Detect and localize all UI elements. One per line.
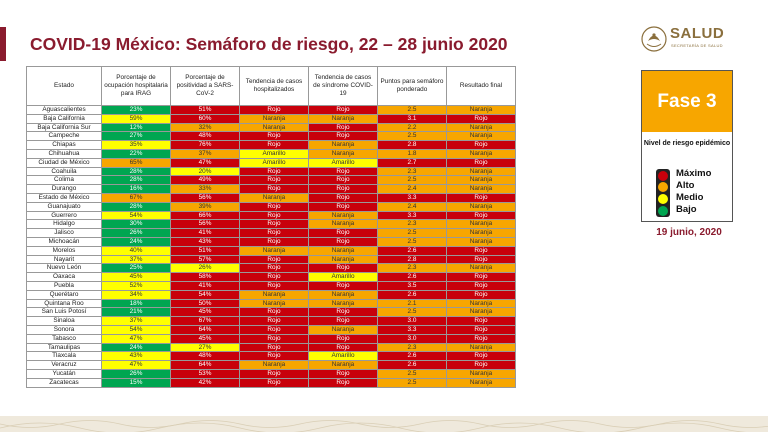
cell-puntos: 2.8 [378, 255, 447, 264]
decorative-footer-band [0, 416, 768, 432]
header-ocupacion: Porcentaje de ocupación hospitalaria para IRAG [102, 67, 171, 106]
cell-tendencia-hospitalizados: Rojo [240, 264, 309, 273]
cell-tendencia-sindrome: Rojo [309, 123, 378, 132]
table-row [27, 220, 516, 229]
header-tendencia-sindrome: Tendencia de casos de síndrome COVID-19 [309, 67, 378, 106]
table-row [27, 325, 516, 334]
cell-ocupacion: 54% [102, 325, 171, 334]
table-row [27, 299, 516, 308]
salud-logo [640, 24, 750, 54]
table-row [27, 158, 516, 167]
cell-resultado-final: Rojo [447, 334, 516, 343]
cell-positividad: 41% [171, 229, 240, 238]
table-row [27, 308, 516, 317]
coat-of-arms-icon [640, 24, 668, 54]
cell-tendencia-sindrome: Rojo [309, 369, 378, 378]
cell-positividad: 48% [171, 132, 240, 141]
table-row [27, 114, 516, 123]
cell-puntos: 2.6 [378, 246, 447, 255]
table-row [27, 202, 516, 211]
cell-puntos: 1.8 [378, 149, 447, 158]
cell-resultado-final: Rojo [447, 290, 516, 299]
cell-tendencia-hospitalizados: Rojo [240, 343, 309, 352]
table-row [27, 352, 516, 361]
cell-ocupacion: 45% [102, 273, 171, 282]
cell-tendencia-sindrome: Rojo [309, 193, 378, 202]
cell-estado: Durango [27, 185, 102, 194]
cell-tendencia-hospitalizados: Rojo [240, 281, 309, 290]
table-row [27, 246, 516, 255]
cell-estado: Aguascalientes [27, 106, 102, 115]
cell-ocupacion: 27% [102, 132, 171, 141]
cell-positividad: 37% [171, 149, 240, 158]
table-row [27, 361, 516, 370]
cell-puntos: 2.5 [378, 132, 447, 141]
cell-resultado-final: Naranja [447, 264, 516, 273]
table-row [27, 123, 516, 132]
cell-estado: Chiapas [27, 141, 102, 150]
cell-tendencia-sindrome: Rojo [309, 237, 378, 246]
cell-ocupacion: 28% [102, 202, 171, 211]
cell-resultado-final: Naranja [447, 229, 516, 238]
cell-resultado-final: Naranja [447, 176, 516, 185]
cell-tendencia-sindrome: Rojo [309, 202, 378, 211]
cell-tendencia-hospitalizados: Rojo [240, 334, 309, 343]
cell-tendencia-sindrome: Amarillo [309, 158, 378, 167]
cell-resultado-final: Rojo [447, 325, 516, 334]
cell-estado: San Luis Potosí [27, 308, 102, 317]
fase-label: Fase 3 [642, 71, 732, 132]
table-row [27, 193, 516, 202]
cell-estado: Campeche [27, 132, 102, 141]
cell-resultado-final: Naranja [447, 237, 516, 246]
cell-estado: Sinaloa [27, 317, 102, 326]
cell-ocupacion: 21% [102, 308, 171, 317]
cell-tendencia-sindrome: Rojo [309, 106, 378, 115]
cell-tendencia-sindrome: Naranja [309, 290, 378, 299]
cell-tendencia-sindrome: Rojo [309, 167, 378, 176]
cell-ocupacion: 18% [102, 299, 171, 308]
cell-resultado-final: Naranja [447, 167, 516, 176]
cell-resultado-final: Rojo [447, 273, 516, 282]
cell-tendencia-hospitalizados: Rojo [240, 378, 309, 387]
cell-positividad: 48% [171, 352, 240, 361]
cell-tendencia-hospitalizados: Naranja [240, 299, 309, 308]
traffic-light-red-dot [658, 171, 668, 181]
cell-positividad: 43% [171, 237, 240, 246]
table-row [27, 132, 516, 141]
cell-puntos: 3.0 [378, 334, 447, 343]
cell-positividad: 45% [171, 308, 240, 317]
cell-estado: Ciudad de México [27, 158, 102, 167]
cell-ocupacion: 15% [102, 378, 171, 387]
cell-estado: Morelos [27, 246, 102, 255]
table-row [27, 369, 516, 378]
table-row [27, 334, 516, 343]
cell-positividad: 27% [171, 343, 240, 352]
table-row [27, 185, 516, 194]
cell-tendencia-hospitalizados: Amarillo [240, 149, 309, 158]
cell-puntos: 2.3 [378, 167, 447, 176]
cell-tendencia-hospitalizados: Rojo [240, 273, 309, 282]
cell-ocupacion: 43% [102, 352, 171, 361]
cell-positividad: 41% [171, 281, 240, 290]
table-row [27, 317, 516, 326]
cell-puntos: 2.6 [378, 290, 447, 299]
cell-positividad: 53% [171, 369, 240, 378]
header-tendencia-hospitalizados: Tendencia de casos hospitalizados [240, 67, 309, 106]
table-row [27, 264, 516, 273]
cell-tendencia-sindrome: Naranja [309, 149, 378, 158]
cell-ocupacion: 24% [102, 237, 171, 246]
cell-tendencia-sindrome: Rojo [309, 308, 378, 317]
cell-puntos: 3.0 [378, 317, 447, 326]
cell-tendencia-hospitalizados: Rojo [240, 308, 309, 317]
cell-tendencia-sindrome: Rojo [309, 317, 378, 326]
cell-tendencia-hospitalizados: Rojo [240, 106, 309, 115]
cell-tendencia-sindrome: Naranja [309, 211, 378, 220]
level-bajo: Bajo [676, 204, 697, 215]
header-positividad: Porcentaje de positividad a SARS-CoV-2 [171, 67, 240, 106]
level-alto: Alto [676, 180, 695, 191]
cell-estado: Nayarit [27, 255, 102, 264]
cell-resultado-final: Rojo [447, 141, 516, 150]
table-row [27, 255, 516, 264]
cell-tendencia-hospitalizados: Amarillo [240, 158, 309, 167]
cell-puntos: 2.6 [378, 273, 447, 282]
cell-tendencia-hospitalizados: Rojo [240, 202, 309, 211]
traffic-light-orange-dot [658, 182, 668, 192]
table-row [27, 237, 516, 246]
logo-wordmark: SALUD [670, 25, 725, 42]
cell-resultado-final: Rojo [447, 158, 516, 167]
fase-panel [641, 70, 733, 222]
cell-puntos: 2.5 [378, 308, 447, 317]
cell-puntos: 2.2 [378, 123, 447, 132]
cell-puntos: 2.5 [378, 378, 447, 387]
cell-ocupacion: 52% [102, 281, 171, 290]
cell-resultado-final: Naranja [447, 132, 516, 141]
cell-estado: Nuevo León [27, 264, 102, 273]
table-row [27, 378, 516, 387]
cell-positividad: 56% [171, 193, 240, 202]
cell-ocupacion: 37% [102, 317, 171, 326]
cell-tendencia-hospitalizados: Rojo [240, 229, 309, 238]
cell-positividad: 58% [171, 273, 240, 282]
cell-puntos: 2.3 [378, 220, 447, 229]
cell-resultado-final: Naranja [447, 308, 516, 317]
cell-ocupacion: 28% [102, 176, 171, 185]
cell-positividad: 51% [171, 106, 240, 115]
cell-estado: Colima [27, 176, 102, 185]
cell-ocupacion: 59% [102, 114, 171, 123]
cell-estado: Guanajuato [27, 202, 102, 211]
cell-estado: Baja California [27, 114, 102, 123]
cell-positividad: 64% [171, 325, 240, 334]
table-row [27, 149, 516, 158]
cell-tendencia-sindrome: Rojo [309, 343, 378, 352]
cell-positividad: 20% [171, 167, 240, 176]
traffic-light-green-dot [658, 206, 668, 216]
cell-resultado-final: Naranja [447, 123, 516, 132]
semaforo-table [26, 66, 516, 388]
cell-tendencia-hospitalizados: Rojo [240, 141, 309, 150]
cell-puntos: 2.5 [378, 176, 447, 185]
cell-resultado-final: Rojo [447, 255, 516, 264]
cell-puntos: 2.4 [378, 202, 447, 211]
cell-resultado-final: Naranja [447, 185, 516, 194]
cell-puntos: 2.6 [378, 361, 447, 370]
cell-tendencia-sindrome: Rojo [309, 132, 378, 141]
cell-tendencia-sindrome: Amarillo [309, 273, 378, 282]
cell-tendencia-hospitalizados: Rojo [240, 220, 309, 229]
cell-ocupacion: 30% [102, 220, 171, 229]
table-row [27, 290, 516, 299]
cell-resultado-final: Naranja [447, 369, 516, 378]
cell-tendencia-sindrome: Rojo [309, 378, 378, 387]
cell-positividad: 60% [171, 114, 240, 123]
cell-ocupacion: 54% [102, 211, 171, 220]
cell-tendencia-sindrome: Naranja [309, 299, 378, 308]
cell-estado: Quintana Roo [27, 299, 102, 308]
table-row [27, 167, 516, 176]
cell-positividad: 76% [171, 141, 240, 150]
cell-tendencia-sindrome: Naranja [309, 141, 378, 150]
cell-estado: Querétaro [27, 290, 102, 299]
cell-tendencia-sindrome: Naranja [309, 255, 378, 264]
cell-ocupacion: 25% [102, 264, 171, 273]
risk-level-label: Nivel de riesgo epidémico [643, 140, 731, 147]
cell-tendencia-hospitalizados: Naranja [240, 123, 309, 132]
cell-puntos: 2.1 [378, 299, 447, 308]
cell-ocupacion: 28% [102, 167, 171, 176]
cell-tendencia-hospitalizados: Rojo [240, 167, 309, 176]
cell-ocupacion: 26% [102, 229, 171, 238]
cell-puntos: 2.8 [378, 141, 447, 150]
page-title: COVID-19 México: Semáforo de riesgo, 22 – 28 junio 2020 [30, 34, 508, 54]
cell-ocupacion: 65% [102, 158, 171, 167]
cell-tendencia-sindrome: Rojo [309, 334, 378, 343]
cell-positividad: 32% [171, 123, 240, 132]
cell-tendencia-sindrome: Rojo [309, 229, 378, 238]
cell-tendencia-hospitalizados: Rojo [240, 211, 309, 220]
level-maximo: Máximo [676, 168, 712, 179]
cell-puntos: 2.7 [378, 158, 447, 167]
cell-tendencia-sindrome: Naranja [309, 220, 378, 229]
cell-resultado-final: Rojo [447, 281, 516, 290]
cell-positividad: 57% [171, 255, 240, 264]
cell-positividad: 50% [171, 299, 240, 308]
cell-tendencia-hospitalizados: Naranja [240, 193, 309, 202]
cell-tendencia-hospitalizados: Rojo [240, 237, 309, 246]
table-row [27, 229, 516, 238]
header-resultado-final: Resultado final [447, 67, 516, 106]
table-row [27, 106, 516, 115]
cell-positividad: 47% [171, 158, 240, 167]
cell-positividad: 39% [171, 202, 240, 211]
cell-estado: Michoacán [27, 237, 102, 246]
cell-tendencia-hospitalizados: Rojo [240, 185, 309, 194]
cell-estado: Tlaxcala [27, 352, 102, 361]
report-date: 19 junio, 2020 [656, 227, 722, 238]
cell-resultado-final: Rojo [447, 352, 516, 361]
cell-resultado-final: Rojo [447, 246, 516, 255]
cell-tendencia-sindrome: Naranja [309, 246, 378, 255]
cell-tendencia-sindrome: Amarillo [309, 352, 378, 361]
cell-tendencia-hospitalizados: Rojo [240, 352, 309, 361]
traffic-light-yellow-dot [658, 194, 668, 204]
cell-puntos: 2.4 [378, 185, 447, 194]
cell-puntos: 2.5 [378, 369, 447, 378]
traffic-light-icon [656, 169, 670, 217]
header-puntos: Puntos para semáforo ponderado [378, 67, 447, 106]
cell-ocupacion: 24% [102, 343, 171, 352]
cell-tendencia-hospitalizados: Rojo [240, 317, 309, 326]
cell-estado: Sonora [27, 325, 102, 334]
cell-puntos: 2.5 [378, 237, 447, 246]
cell-ocupacion: 35% [102, 141, 171, 150]
cell-estado: Oaxaca [27, 273, 102, 282]
cell-estado: Tamaulipas [27, 343, 102, 352]
table-row [27, 211, 516, 220]
cell-puntos: 3.3 [378, 211, 447, 220]
cell-ocupacion: 67% [102, 193, 171, 202]
cell-tendencia-sindrome: Rojo [309, 176, 378, 185]
table-row [27, 141, 516, 150]
cell-estado: Yucatán [27, 369, 102, 378]
cell-ocupacion: 47% [102, 361, 171, 370]
cell-positividad: 54% [171, 290, 240, 299]
cell-tendencia-sindrome: Naranja [309, 325, 378, 334]
cell-estado: Coahuila [27, 167, 102, 176]
cell-positividad: 67% [171, 317, 240, 326]
cell-estado: Guerrero [27, 211, 102, 220]
logo-subtitle: SECRETARÍA DE SALUD [671, 43, 723, 48]
cell-tendencia-hospitalizados: Rojo [240, 255, 309, 264]
cell-positividad: 42% [171, 378, 240, 387]
cell-puntos: 3.5 [378, 281, 447, 290]
cell-positividad: 51% [171, 246, 240, 255]
cell-positividad: 56% [171, 220, 240, 229]
cell-tendencia-hospitalizados: Rojo [240, 369, 309, 378]
cell-resultado-final: Naranja [447, 378, 516, 387]
cell-positividad: 66% [171, 211, 240, 220]
cell-resultado-final: Rojo [447, 317, 516, 326]
cell-tendencia-hospitalizados: Naranja [240, 361, 309, 370]
table-row [27, 176, 516, 185]
cell-ocupacion: 37% [102, 255, 171, 264]
cell-tendencia-sindrome: Rojo [309, 185, 378, 194]
level-medio: Medio [676, 192, 704, 203]
cell-ocupacion: 12% [102, 123, 171, 132]
cell-estado: Baja California Sur [27, 123, 102, 132]
table-body [27, 106, 516, 388]
cell-tendencia-hospitalizados: Naranja [240, 246, 309, 255]
cell-puntos: 2.5 [378, 106, 447, 115]
cell-tendencia-hospitalizados: Rojo [240, 325, 309, 334]
table-row [27, 281, 516, 290]
cell-tendencia-sindrome: Naranja [309, 361, 378, 370]
cell-ocupacion: 26% [102, 369, 171, 378]
cell-estado: Veracruz [27, 361, 102, 370]
cell-tendencia-sindrome: Rojo [309, 281, 378, 290]
cell-resultado-final: Rojo [447, 114, 516, 123]
cell-resultado-final: Rojo [447, 193, 516, 202]
cell-ocupacion: 40% [102, 246, 171, 255]
cell-resultado-final: Naranja [447, 299, 516, 308]
cell-puntos: 3.1 [378, 114, 447, 123]
cell-resultado-final: Rojo [447, 211, 516, 220]
cell-estado: Estado de México [27, 193, 102, 202]
cell-puntos: 3.3 [378, 193, 447, 202]
cell-resultado-final: Naranja [447, 106, 516, 115]
cell-puntos: 2.3 [378, 343, 447, 352]
cell-ocupacion: 16% [102, 185, 171, 194]
cell-ocupacion: 23% [102, 106, 171, 115]
cell-ocupacion: 22% [102, 149, 171, 158]
cell-resultado-final: Naranja [447, 220, 516, 229]
cell-estado: Tabasco [27, 334, 102, 343]
table-row [27, 273, 516, 282]
table-row [27, 343, 516, 352]
cell-puntos: 2.3 [378, 264, 447, 273]
cell-ocupacion: 34% [102, 290, 171, 299]
cell-tendencia-hospitalizados: Naranja [240, 114, 309, 123]
cell-resultado-final: Naranja [447, 343, 516, 352]
cell-tendencia-hospitalizados: Rojo [240, 176, 309, 185]
cell-ocupacion: 47% [102, 334, 171, 343]
cell-positividad: 49% [171, 176, 240, 185]
cell-estado: Zacatecas [27, 378, 102, 387]
cell-tendencia-sindrome: Naranja [309, 114, 378, 123]
table-header-row [27, 67, 516, 106]
cell-resultado-final: Rojo [447, 361, 516, 370]
cell-estado: Jalisco [27, 229, 102, 238]
cell-resultado-final: Naranja [447, 202, 516, 211]
cell-tendencia-hospitalizados: Naranja [240, 290, 309, 299]
title-accent-bar [0, 27, 6, 61]
cell-estado: Hidalgo [27, 220, 102, 229]
cell-estado: Puebla [27, 281, 102, 290]
cell-tendencia-sindrome: Rojo [309, 264, 378, 273]
cell-positividad: 26% [171, 264, 240, 273]
cell-puntos: 3.3 [378, 325, 447, 334]
cell-puntos: 2.6 [378, 352, 447, 361]
cell-positividad: 45% [171, 334, 240, 343]
cell-estado: Chihuahua [27, 149, 102, 158]
cell-tendencia-hospitalizados: Rojo [240, 132, 309, 141]
cell-positividad: 33% [171, 185, 240, 194]
header-estado: Estado [27, 67, 102, 106]
cell-resultado-final: Naranja [447, 149, 516, 158]
cell-puntos: 2.5 [378, 229, 447, 238]
cell-positividad: 64% [171, 361, 240, 370]
